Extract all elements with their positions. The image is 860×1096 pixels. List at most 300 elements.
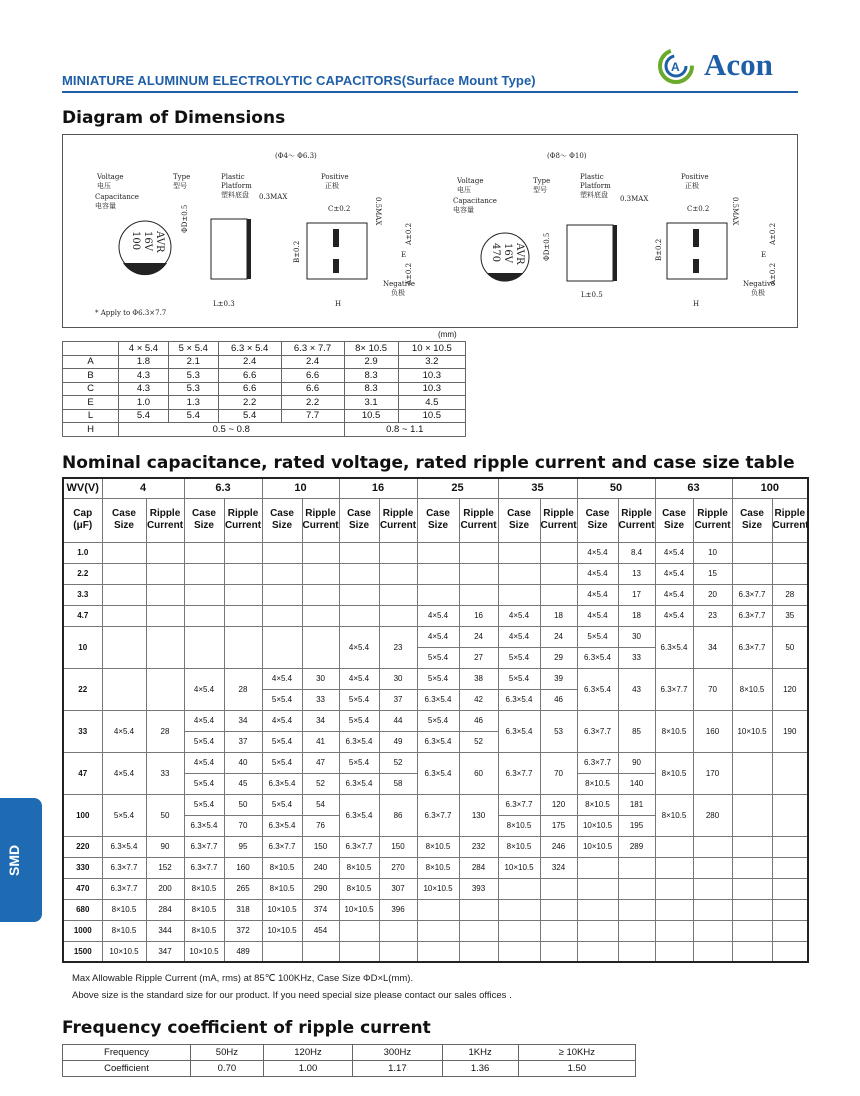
volt-value-left: 16V [142, 231, 153, 251]
cap-value-right: 470 [490, 243, 501, 263]
table-cell: 4×5.4 [577, 542, 618, 563]
drawing-shape [247, 219, 251, 279]
table-cell: 2.4 [281, 355, 344, 369]
table-cell: 37 [379, 689, 417, 710]
voltage-label-r: Voltage [457, 177, 484, 185]
table-cell [102, 584, 146, 605]
table-cell: 6.3×5.4 [417, 731, 459, 752]
table-cell [379, 584, 417, 605]
header-label: Size [193, 520, 214, 531]
capacitance-label: Capacitance [95, 193, 139, 201]
table-cell [772, 542, 808, 563]
table-cell: 265 [224, 878, 262, 899]
coefficient-row [63, 1061, 636, 1077]
unit-label: (mm) [438, 330, 457, 339]
table-cell: 6.3 × 7.7 [281, 342, 344, 356]
table-cell: 1KHz [442, 1045, 518, 1061]
dim-row-c [63, 382, 466, 396]
table-cell [459, 498, 498, 542]
header-label: Case [112, 508, 136, 519]
smd-tab-label: SMD [6, 844, 22, 876]
table-cell: 120 [540, 794, 577, 815]
table-cell: 6.3×7.7 [732, 626, 772, 668]
special-size-note: Above size is the standard size for our product. If you need special size please contact our sales offices . [72, 990, 512, 1001]
table-cell: 10.5 [344, 409, 398, 423]
table-cell [302, 941, 339, 962]
table-cell: 2.4 [218, 355, 281, 369]
table-cell: 396 [379, 899, 417, 920]
table-cell: 6.3×5.4 [339, 794, 379, 836]
table-cell: 290 [302, 878, 339, 899]
diagram-title: Diagram of Dimensions [62, 108, 286, 128]
table-cell: 52 [459, 731, 498, 752]
table-cell [540, 542, 577, 563]
table-cell [302, 498, 339, 542]
table-cell: 170 [693, 752, 732, 794]
dim-header-row [63, 342, 466, 356]
table-cell: 34 [693, 626, 732, 668]
table-cell [732, 498, 772, 542]
table-cell: 16 [459, 605, 498, 626]
table-cell: 7.7 [281, 409, 344, 423]
header-label: Case [426, 508, 450, 519]
table-cell: 4×5.4 [102, 752, 146, 794]
table-cell: 10×10.5 [184, 941, 224, 962]
header-label: Size [272, 520, 293, 531]
table-cell [63, 342, 119, 356]
table-cell: 5×5.4 [498, 647, 540, 668]
table-cell [732, 752, 772, 794]
table-cell: 63 [655, 478, 732, 498]
header-label: Cap [73, 508, 93, 519]
platform-label-cn: 塑料底盘 [221, 191, 249, 199]
c-tolerance-label-r: C±0.2 [687, 205, 710, 213]
table-cell: 6.6 [281, 369, 344, 383]
table-cell [618, 899, 655, 920]
table-cell: 6.3×7.7 [102, 878, 146, 899]
nominal-title: Nominal capacitance, rated voltage, rated ripple current and case size table [62, 453, 795, 473]
table-cell [732, 563, 772, 584]
table-cell: 5.4 [168, 409, 218, 423]
table-cell [693, 498, 732, 542]
table-cell: 35 [772, 605, 808, 626]
capacitance-table [62, 477, 809, 963]
table-cell: 0.8 ~ 1.1 [344, 423, 466, 437]
table-cell: 284 [459, 857, 498, 878]
table-cell: 5×5.4 [262, 794, 302, 815]
capacitance-label-cn-r: 电容量 [453, 206, 474, 214]
table-cell [339, 920, 379, 941]
table-cell [417, 542, 459, 563]
table-cell: 90 [618, 752, 655, 773]
table-cell: 4.3 [119, 369, 169, 383]
table-cell [379, 542, 417, 563]
table-cell: 4×5.4 [184, 668, 224, 710]
table-cell: 5×5.4 [339, 689, 379, 710]
table-cell [417, 920, 459, 941]
table-cell: 2.1 [168, 355, 218, 369]
header-label: Case [192, 508, 216, 519]
table-cell: 33 [146, 752, 184, 794]
table-cell: 6.3×5.4 [417, 752, 459, 794]
table-row [63, 752, 808, 773]
table-cell: 3.2 [398, 355, 465, 369]
table-cell: 330 [63, 857, 102, 878]
table-cell: 4×5.4 [655, 584, 693, 605]
cap-value-left: 100 [130, 231, 141, 251]
table-cell: 22 [63, 668, 102, 710]
table-cell: 13 [618, 563, 655, 584]
table-cell: 5×5.4 [102, 794, 146, 836]
table-cell: 10×10.5 [262, 920, 302, 941]
header-label: Current [460, 520, 497, 531]
table-cell: 8×10.5 [655, 710, 693, 752]
table-cell: 10.3 [398, 369, 465, 383]
table-cell: 23 [693, 605, 732, 626]
voltage-header-row [63, 478, 808, 498]
table-cell [224, 498, 262, 542]
brand-logo [656, 46, 796, 86]
table-cell [498, 498, 540, 542]
table-cell: 17 [618, 584, 655, 605]
table-cell [577, 878, 618, 899]
table-cell: 49 [379, 731, 417, 752]
table-cell: 28 [146, 710, 184, 752]
table-cell: 0.70 [191, 1061, 264, 1077]
table-cell [498, 941, 540, 962]
table-cell [302, 563, 339, 584]
table-cell: 42 [459, 689, 498, 710]
table-cell [732, 878, 772, 899]
table-cell: 38 [459, 668, 498, 689]
table-cell [417, 899, 459, 920]
table-cell [417, 563, 459, 584]
negative-label-cn: 负极 [391, 289, 405, 297]
max03-label: 0.3MAX [259, 193, 288, 201]
table-cell [772, 920, 808, 941]
e-label-right: E [761, 251, 767, 259]
header-label: Ripple [697, 508, 728, 519]
table-cell [732, 920, 772, 941]
table-row [63, 794, 808, 815]
table-cell: 3.1 [344, 396, 398, 410]
table-cell: 24 [459, 626, 498, 647]
table-cell [772, 836, 808, 857]
table-cell [498, 920, 540, 941]
table-cell: 318 [224, 899, 262, 920]
table-cell [772, 794, 808, 836]
table-cell [102, 668, 146, 710]
table-row [63, 668, 808, 689]
table-cell: 6.3×5.4 [577, 668, 618, 710]
table-cell: 6.3×7.7 [184, 836, 224, 857]
table-cell: 372 [224, 920, 262, 941]
table-row [63, 857, 808, 878]
table-cell: 4×5.4 [339, 668, 379, 689]
table-cell: 10.5 [398, 409, 465, 423]
table-cell: 130 [459, 794, 498, 836]
platform-label: Platform [221, 182, 252, 190]
header-divider [62, 91, 798, 93]
table-cell: L [63, 409, 119, 423]
table-cell: 35 [498, 478, 577, 498]
table-cell: 34 [224, 710, 262, 731]
table-cell [693, 857, 732, 878]
type-label-cn-r: 型号 [533, 186, 547, 194]
table-cell: 5×5.4 [184, 731, 224, 752]
table-cell: 1.3 [168, 396, 218, 410]
table-cell: 28 [224, 668, 262, 710]
table-cell [540, 878, 577, 899]
dim-row-e [63, 396, 466, 410]
table-cell: 5×5.4 [417, 668, 459, 689]
header-label: Current [772, 520, 809, 531]
table-cell: 47 [63, 752, 102, 794]
table-cell: 100 [63, 794, 102, 836]
table-cell: 0.5 ~ 0.8 [119, 423, 345, 437]
table-cell: 18 [618, 605, 655, 626]
header-label: Size [742, 520, 763, 531]
table-cell: A [63, 355, 119, 369]
b-tolerance-left: B±0.2 [293, 240, 301, 263]
table-cell: 8×10.5 [184, 920, 224, 941]
table-cell: 58 [379, 773, 417, 794]
dim-row-l [63, 409, 466, 423]
table-cell: 39 [540, 668, 577, 689]
table-cell: 54 [302, 794, 339, 815]
table-cell [732, 794, 772, 836]
table-cell: 37 [224, 731, 262, 752]
table-cell: 46 [459, 710, 498, 731]
table-cell: 5×5.4 [577, 626, 618, 647]
table-cell [655, 498, 693, 542]
table-cell [655, 920, 693, 941]
table-cell: 6.3×7.7 [655, 668, 693, 710]
table-cell: 4.3 [119, 382, 169, 396]
positive-label-cn: 正极 [325, 182, 339, 190]
table-cell [224, 605, 262, 626]
table-cell: 4 [102, 478, 184, 498]
table-cell [184, 498, 224, 542]
table-cell [540, 941, 577, 962]
dimension-drawing [63, 135, 799, 329]
table-cell [146, 668, 184, 710]
table-cell [498, 899, 540, 920]
max05-label: 0.5MAX [374, 197, 382, 226]
table-cell: 5 × 5.4 [168, 342, 218, 356]
header-label: Current [618, 520, 655, 531]
table-row [63, 920, 808, 941]
table-cell: 5.3 [168, 369, 218, 383]
table-cell [577, 857, 618, 878]
table-cell [184, 626, 224, 668]
table-cell: 34 [302, 710, 339, 731]
table-cell: 181 [618, 794, 655, 815]
plastic-label: Plastic [221, 173, 245, 181]
table-cell [693, 878, 732, 899]
table-cell: 45 [224, 773, 262, 794]
table-cell: 8×10.5 [262, 878, 302, 899]
d-tolerance-right: ΦD±0.5 [543, 232, 551, 261]
table-cell [262, 941, 302, 962]
table-cell: 4×5.4 [417, 605, 459, 626]
table-cell [772, 498, 808, 542]
table-cell: 5×5.4 [262, 731, 302, 752]
table-cell [655, 899, 693, 920]
table-cell: 454 [302, 920, 339, 941]
table-cell: 60 [459, 752, 498, 794]
table-cell: 6.3 × 5.4 [218, 342, 281, 356]
dim-row-a [63, 355, 466, 369]
table-cell [262, 584, 302, 605]
table-cell: 8×10.5 [498, 836, 540, 857]
header-label: Case [585, 508, 610, 519]
table-cell [184, 542, 224, 563]
header-label: Current [224, 520, 262, 531]
table-cell: 5×5.4 [498, 668, 540, 689]
table-cell: 4×5.4 [498, 626, 540, 647]
header-label: Ripple [227, 508, 259, 519]
negative-stripe [123, 263, 167, 275]
table-row [63, 836, 808, 857]
header-label: (μF) [73, 520, 93, 531]
table-cell [102, 563, 146, 584]
table-cell [498, 542, 540, 563]
type-label-cn: 型号 [173, 182, 187, 190]
table-cell [577, 498, 618, 542]
table-cell [339, 584, 379, 605]
table-cell [655, 878, 693, 899]
table-cell: 8×10.5 [184, 899, 224, 920]
table-cell [224, 626, 262, 668]
table-cell: 50 [772, 626, 808, 668]
table-cell [339, 941, 379, 962]
table-cell: 20 [693, 584, 732, 605]
dimension-table [62, 341, 466, 437]
capacitor-side-view-r [567, 225, 613, 281]
table-cell [417, 498, 459, 542]
table-cell: 53 [540, 710, 577, 752]
table-cell: 240 [302, 857, 339, 878]
h-label-right: H [693, 300, 700, 308]
type-label-r: Type [533, 177, 551, 185]
table-cell [102, 626, 146, 668]
table-cell [146, 498, 184, 542]
table-row [63, 941, 808, 962]
table-cell: 5.3 [168, 382, 218, 396]
a-tolerance-left-2: A±0.2 [405, 262, 413, 285]
table-cell: 1.0 [119, 396, 169, 410]
table-cell: 6.3×7.7 [102, 857, 146, 878]
drawing-shape [693, 259, 699, 273]
table-cell [339, 498, 379, 542]
dim-row-b [63, 369, 466, 383]
table-cell: 6.3×5.4 [102, 836, 146, 857]
table-cell: 6.3×5.4 [262, 773, 302, 794]
table-cell: 6.3×7.7 [577, 710, 618, 752]
table-cell: 50Hz [191, 1045, 264, 1061]
table-cell: 46 [540, 689, 577, 710]
volt-value-right: 16V [502, 243, 513, 263]
table-cell [379, 605, 417, 626]
table-cell: 6.3×7.7 [184, 857, 224, 878]
table-cell: 140 [618, 773, 655, 794]
table-cell: 6.3×7.7 [577, 752, 618, 773]
ripple-note: Max Allowable Ripple Current (mA, rms) at 85℃ 100KHz, Case Size ΦD×L(mm). [72, 973, 414, 984]
table-cell: 5×5.4 [339, 710, 379, 731]
table-cell [618, 878, 655, 899]
table-cell [693, 836, 732, 857]
table-cell: 8×10.5 [577, 773, 618, 794]
table-cell: 8×10.5 [577, 794, 618, 815]
table-cell: C [63, 382, 119, 396]
table-cell: 5×5.4 [184, 794, 224, 815]
table-cell [540, 899, 577, 920]
table-cell [772, 563, 808, 584]
header-label: Case [347, 508, 371, 519]
table-cell [772, 878, 808, 899]
voltage-label: Voltage [97, 173, 124, 181]
table-cell: 324 [540, 857, 577, 878]
table-cell: 50 [224, 794, 262, 815]
header-label: Case [662, 508, 686, 519]
header-label: Current [302, 520, 339, 531]
header-label: Ripple [621, 508, 652, 519]
table-cell: 6.3×5.4 [184, 815, 224, 836]
range-label-large: (Φ8～ Φ10) [547, 152, 587, 160]
table-cell [102, 498, 146, 542]
table-cell: 8×10.5 [102, 899, 146, 920]
table-cell: 29 [540, 647, 577, 668]
table-cell [732, 899, 772, 920]
table-row [63, 710, 808, 731]
header-label: Ripple [463, 508, 494, 519]
table-cell [339, 563, 379, 584]
voltage-label-cn: 电压 [97, 182, 111, 190]
table-cell [459, 542, 498, 563]
table-cell: 4.5 [398, 396, 465, 410]
table-cell: 246 [540, 836, 577, 857]
table-cell: 8×10.5 [417, 857, 459, 878]
header-label: Current [379, 520, 417, 531]
table-cell: 6.6 [218, 369, 281, 383]
table-cell: 150 [379, 836, 417, 857]
table-cell: 8×10.5 [498, 815, 540, 836]
d-tolerance-left: ΦD±0.5 [181, 204, 189, 233]
capacitance-label-cn: 电容量 [95, 202, 116, 210]
table-cell: 18 [540, 605, 577, 626]
table-cell: 1.36 [442, 1061, 518, 1077]
table-cell: 10×10.5 [102, 941, 146, 962]
header-label: Case [270, 508, 294, 519]
table-cell: 10×10.5 [732, 710, 772, 752]
table-cell: 1.17 [353, 1061, 442, 1077]
l-tolerance-right: L±0.5 [581, 291, 603, 299]
table-cell: 10×10.5 [417, 878, 459, 899]
table-cell: 6.6 [281, 382, 344, 396]
a-tolerance-right-2: A±0.2 [769, 262, 777, 285]
table-cell [184, 605, 224, 626]
a-tolerance-right: A±0.2 [769, 222, 777, 245]
table-cell: 4 × 5.4 [119, 342, 169, 356]
column-header-row [63, 498, 808, 542]
table-cell [417, 584, 459, 605]
table-cell: 10 [262, 478, 339, 498]
platform-label-r: Platform [580, 182, 611, 190]
table-cell [146, 542, 184, 563]
negative-stripe-r [487, 273, 523, 281]
table-cell: 1.8 [119, 355, 169, 369]
